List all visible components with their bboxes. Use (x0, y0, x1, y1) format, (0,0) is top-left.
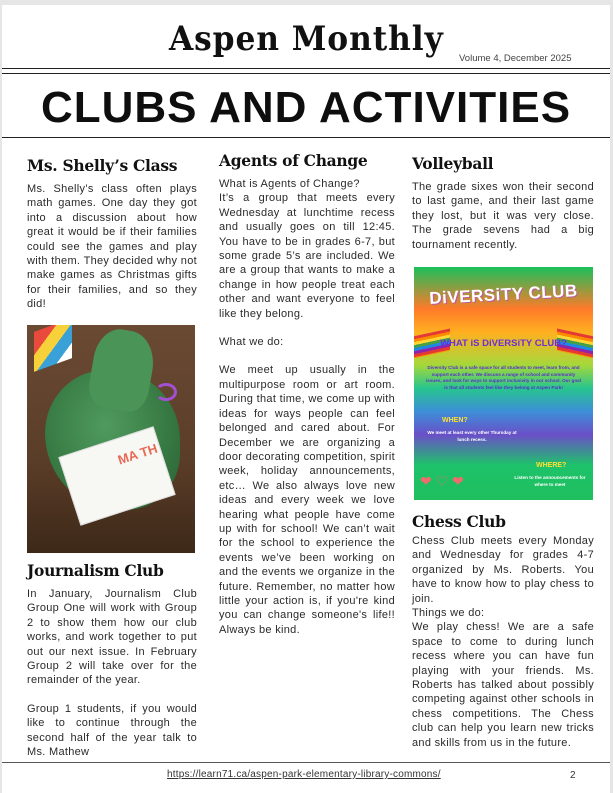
article-heading-shelly: Ms. Shelly’s Class (27, 156, 178, 175)
page-number: 2 (570, 770, 576, 781)
journalism-paragraph-2: Group 1 students, if you would like to continue through the second half of the year talk to Ms. Mathew (27, 702, 197, 759)
article-heading-volleyball: Volleyball (412, 154, 494, 173)
column-left-lower (27, 560, 197, 759)
poster-description: Diversity Club is a safe space for all students to meet, learn from, and support each other. We discuss a range of school and community issues, and look for ways to support inclusivity in our school. Our goal is that all students feel like they belong at Aspen Park! (426, 365, 581, 390)
article-heading-journalism: Journalism Club (27, 561, 164, 580)
chess-paragraph-1: Chess Club meets every Monday and Wednesday for grades 4-7 organized by Ms. Roberts. You have to know how to play chess to join. (412, 535, 594, 605)
footer-rule (2, 762, 610, 763)
game-card-image (34, 325, 72, 372)
hearts-icon: ❤ ♡ ❤ (420, 473, 464, 489)
agents-question: What is Agents of Change? (219, 178, 360, 190)
article-body-agents (219, 177, 395, 637)
gift-tag-text: MA TH (115, 440, 160, 468)
masthead-rule-bottom (2, 73, 610, 74)
article-heading-chess: Chess Club (412, 512, 506, 531)
article-body-volleyball: The grade sixes won their second to last game, and their last game they lost, but it was very close. The grade sevens had a big tournament recently. (412, 181, 594, 251)
agents-what-we-do: What we do: (219, 336, 284, 349)
poster-where-text: Listen to the announcements for where to meet (514, 475, 586, 487)
library-commons-link[interactable]: https://learn71.ca/aspen-park-elementary-library-commons/ (167, 769, 441, 780)
poster-what-is: WHAT iS DiVERSiTY CLUB? (440, 338, 567, 349)
column-middle (219, 150, 395, 637)
newsletter-title: Aspen Monthly (168, 19, 444, 59)
agents-paragraph-2: We meet up usually in the multipurpose room or art room. During that time, we come up with ideas for ways people can feel belonged and cared about. For December we are organizing a door decorating competition, spirit week, holiday announcements, etc… We also always love new ideas and every week we love hearing what people have come up with for school! We can’t wait for the school to experience the events we’ve been working on and the events we organize in the future. Remember, no matter how little your action is, if you're kind you can change someone's life!! Always be kind. (219, 364, 395, 636)
purple-ribbon-image (155, 383, 177, 401)
poster-when-text: We meet at least every other Thursday at lunch recess. (427, 430, 517, 442)
article-body-journalism (27, 587, 197, 759)
chess-things-we-do: Things we do: (412, 607, 485, 620)
column-right-lower (412, 511, 594, 750)
journalism-paragraph-1: In January, Journalism Club Group One will work with Group 2 to show them how our club works, and work together to put out our next issue. In February Group 2 will take over for the remainder of the year. (27, 588, 197, 687)
volume-date: Volume 4, December 2025 (459, 53, 572, 64)
column-left (27, 155, 197, 312)
diversity-club-poster (414, 267, 593, 500)
poster-where-label: WHERE? (536, 462, 567, 469)
column-right (412, 153, 594, 252)
article-body-shelly: Ms. Shelly’s class often plays math games. One day they got into a discussion about how great it would be if their families could see the games and play with them. They decided why not make games as Christmas gifts for their families, and so they did! (27, 183, 197, 311)
section-title: CLUBS AND ACTIVITIES (40, 83, 572, 132)
masthead-rule-top (2, 68, 610, 69)
newsletter-page (2, 5, 610, 793)
chess-paragraph-2: We play chess! We are a safe space to come to during lunch recess where you can have fun playing with your friends. Ms. Roberts has talked about possibly competing against other schools in chess competitions. The Chess club can help you learn new tricks and skills from us in the future. (412, 621, 594, 749)
article-heading-agents: Agents of Change (219, 151, 368, 170)
poster-title: DiVERSiTY CLUB (428, 281, 579, 308)
math-gift-photo (27, 325, 195, 553)
agents-paragraph-1: It’s a group that meets every Wednesday at lunchtime recess and usually goes on till 12:45. You have to be in grades 6-7, but some grade 5’s are included. We are a group that wants to make a change in how people treat each other and want everyone to feel like they belong. (219, 192, 395, 320)
poster-when-label: WHEN? (442, 417, 468, 424)
section-rule (2, 137, 610, 138)
article-body-chess (412, 534, 594, 750)
